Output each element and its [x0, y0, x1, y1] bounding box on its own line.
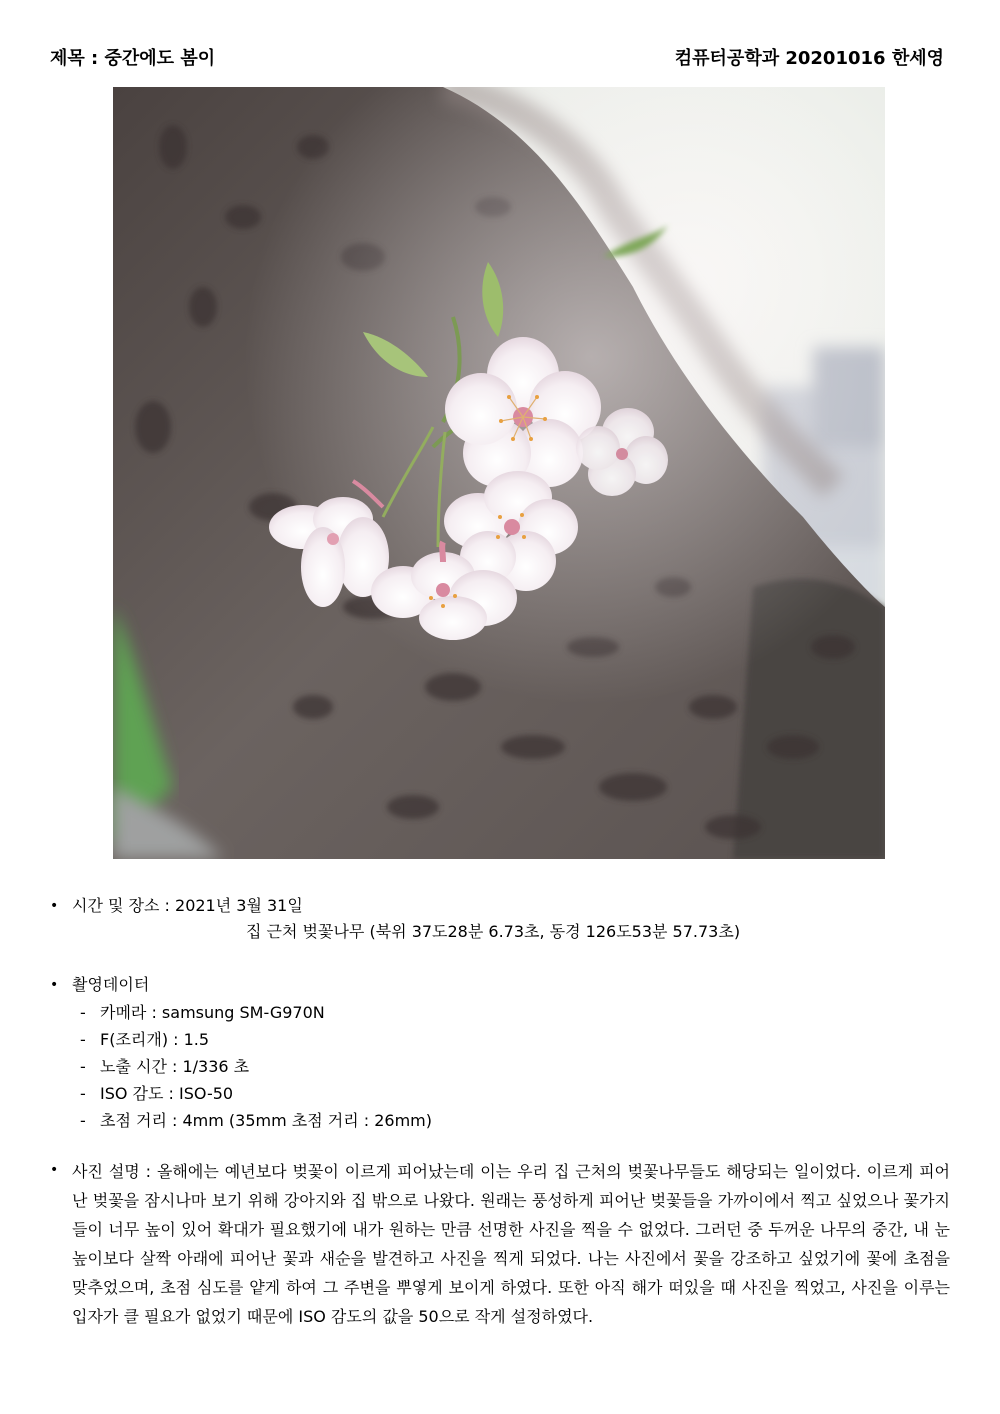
shooting-data-list [80, 999, 432, 1134]
camera-model: 카메라 : samsung SM-G970N [100, 1003, 325, 1022]
author-info: 컴퓨터공학과 20201016 한세영 [674, 48, 944, 69]
exposure-time: 노출 시간 : 1/336 초 [100, 1057, 250, 1076]
bullet-marker: • [50, 977, 59, 993]
aperture: F(조리개) : 1.5 [100, 1030, 210, 1049]
list-item: - ISO 감도 : ISO-50 [80, 1084, 234, 1103]
bullet-marker: • [50, 898, 59, 914]
bullet-marker: • [50, 1162, 59, 1178]
list-item: - 카메라 : samsung SM-G970N [80, 1003, 325, 1022]
document-header [50, 44, 944, 70]
list-item: - F(조리개) : 1.5 [80, 1030, 210, 1049]
list-item: - 초점 거리 : 4mm (35mm 초점 거리 : 26mm) [80, 1111, 433, 1130]
time-place-line-1: 시간 및 장소 : 2021년 3월 31일 [72, 896, 303, 915]
shooting-data-heading: 촬영데이터 [72, 975, 150, 994]
photo-description: 사진 설명 : 올해에는 예년보다 벚꽃이 이르게 피어났는데 이는 우리 집 근처의 벚꽃나무들도 해당되는 일이었다. 이르게 피어난 벚꽃을 잠시나마 보기 위해 강아지와 집 밖으로 나왔다. 원래는 풍성하게 피어난 벚꽃들을 가까이에서 찍고 싶었으나 꽃가지들이 너무 높이 있어 확대가 필요했기에 내가 원하는 만큼 선명한 사진을 찍을 수 없었다. 그러던 중 두꺼운 나무의 중간, 내 눈높이보다 살짝 아래에 피어난 꽃과 새순을 발견하고 사진을 찍게 되었다. 나는 사진에서 꽃을 강조하고 싶었기에 꽃에 초점을 맞추었으며, 초점 심도를 얕게 하여 그 주변을 뿌옇게 보이게 하였다. 또한 아직 해가 떠있을 때 사진을 찍었고, 사진을 이루는 입자가 클 필요가 없었기 때문에 ISO 감도의 값을 50으로 작게 설정하였다. [72, 1162, 950, 1326]
cherry-blossom-photo [113, 87, 885, 859]
iso-sensitivity: ISO 감도 : ISO-50 [100, 1084, 234, 1103]
document-title: 제목 : 중간에도 봄이 [50, 48, 216, 69]
focal-length: 초점 거리 : 4mm (35mm 초점 거리 : 26mm) [100, 1111, 433, 1130]
time-place-line-2: 집 근처 벚꽃나무 (북위 37도28분 6.73초, 동경 126도53분 57.73초) [246, 922, 741, 941]
list-item: - 노출 시간 : 1/336 초 [80, 1057, 250, 1076]
cherry-blossom-photo-illustration [113, 87, 885, 859]
